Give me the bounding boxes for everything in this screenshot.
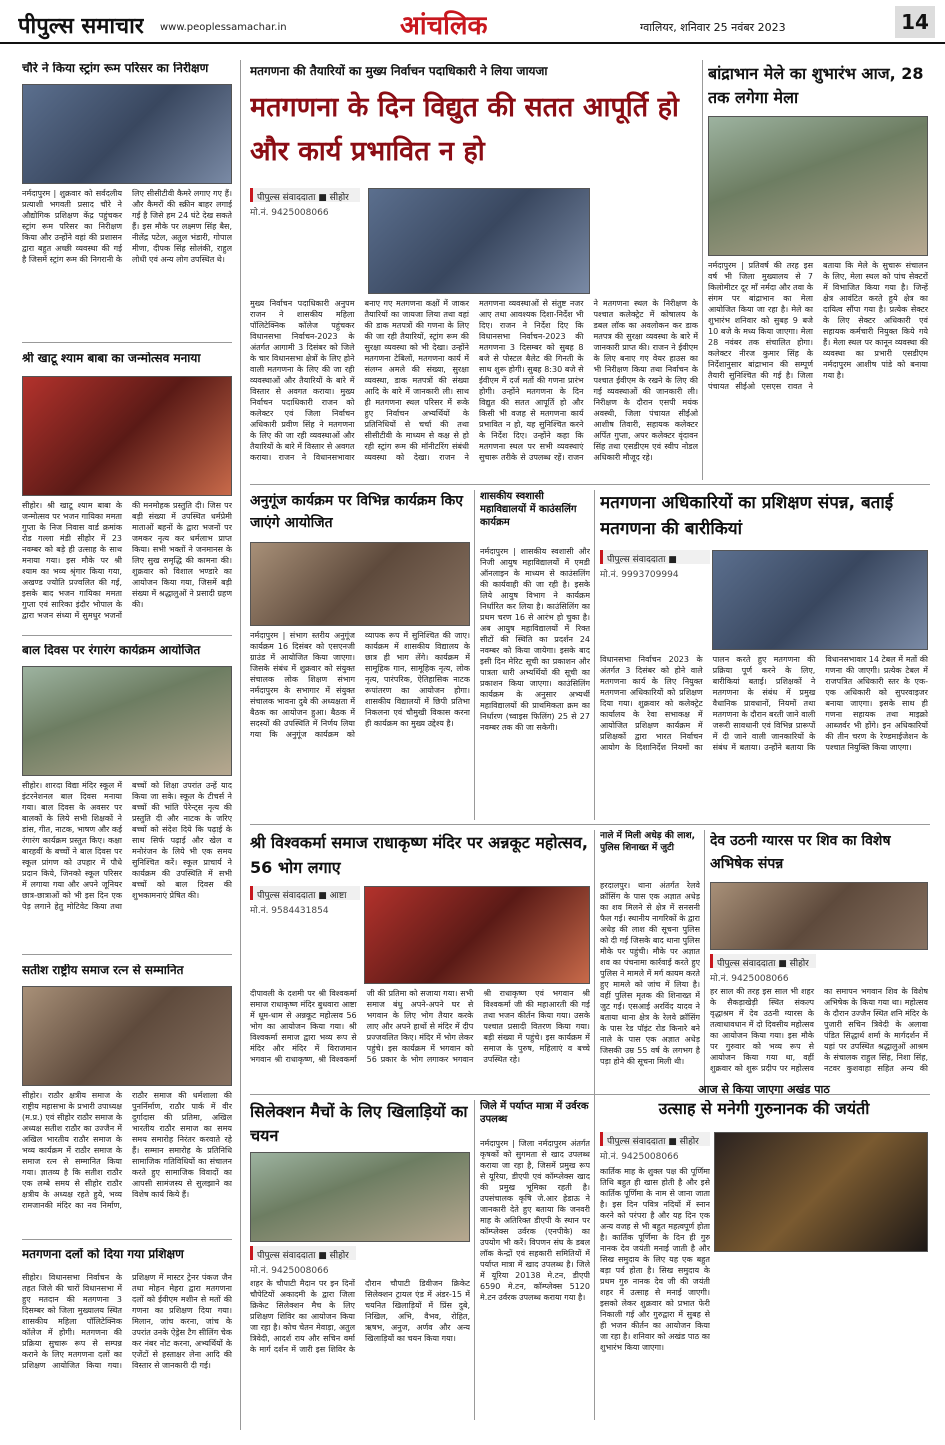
anugunj-photo [250,542,470,626]
devuthani-body: हर साल की तरह इस साल भी शहर के सैकड़ाखेड़ी स्थित संकल्प वृद्धाश्रम में देव उठनी ग्यारस के तत्वाधावधान में दो दिवसीय महोत्सव का आयोजन किया गया। इस मौके पर गुरुवार को भव्य रूप से आयोजन किया गया था, वहीं शुक्रवार को शुरू प्रदीप पर महोत्सव का समापन भगवान शिव के विशेष अभिषेक के किया गया था। महोत्सव के दौरान उज्जैन स्थित शनि मंदिर के पुजारी सचिन त्रिवेदी के अलावा पंडित सिद्धार्थ शर्मा के मार्गदर्शन में यहां पर उपस्थित श्रद्धालुओं आश्रम के संचालक राहुल सिंह, निशा सिंह, नटवर कुशवाहा सहित अन्य की [710,987,928,1073]
anugunj-body: नर्मदापुरम | संभाग स्तरीय अनुगूंज कार्यक्रम 16 दिसंबर को एसएनजी ग्राउंड में आयोजित किया जाएगा। जिसके संबंध में शुक्रवार को संयुक्त संचालक लोक शिक्षण संभाग नर्मदापुरम के सभागार में संयुक्त संचालक भावना दुबे की अध्यक्षता में बैठक का आयोजन हुआ। बैठक में सदस्यों की उपस्थिति में निर्णय लिया गया कि अनुगूंज कार्यक्रम को व्यापक रूप में सुनिश्चित की जाए। कार्यक्रम में शासकीय विद्यालय के छात्र ही भाग लेंगे। कार्यक्रम में सामूहिक गान, सामूहिक नृत्य, लोक नृत्य, पारंपरिक, ऐतिहासिक नाटक रूपांतरण का आयोजन होगा। शासकीय विद्यालयों में छिपी प्रतिभा निकलना एवं चौमुखी विकास करना ही कार्यक्रम का मुख्य उद्देश्य है। [250,631,470,739]
newspaper-brand: पीपुल्स समाचार [18,13,144,39]
gurunanak-headline: उत्साह से मनेगी गुरुनानक की जयंती [658,1100,870,1118]
power-mobile: मो.नं. 9425008066 [250,208,329,217]
devuthani-mobile: मो.नं. 9425008066 [710,974,789,983]
khatu-photo [22,376,232,496]
divider [250,484,930,485]
fertilizer-body: नर्मदापुरम | जिला नर्मदापुरम अंतर्गत कृषकों को सुगमता से खाद उपलब्ध कराया जा रहा है, जिसमें प्रमुख रूप से यूरिया, डीएपी एवं कॉम्प्लेक्स खाद की प्रमुख भूमिका रहती है। उपसंचालक कृषि जे.आर हेडाऊ ने जानकारी देते हुए बताया कि जनवरी माह के अतिरिक्त डीएपी के स्थान पर कॉम्प्लेक्स उर्वरक (एनपीके) का उपयोग भी करें। विपणन संघ के डबल लॉक केन्द्रों एवं सहकारी समितियों में पर्याप्त मात्रा में खाद उपलब्ध है। जिले में यूरिया 20138 मे.टन, डीएपी 6590 मे.टन, कॉम्प्लेक्स 5120 मे.टन उर्वरक उपलब्ध कराया गया है। [480,1139,590,1302]
vishwakarma-byline: पीपुल्स संवाददाता ■ आष्टा [250,886,360,900]
training-body: सीहोर। विधानसभा निर्वाचन के तहत जिले की चारों विधानसभा में हुए मतदान की मतगणना 3 दिसम्बर को जिला मुख्यालय स्थित शासकीय महिला पॉलिटेक्निक कॉलेज में होगी। मतगणना की प्रक्रिया सुचारू रूप से सम्पन्न कराने के लिए मतगणना दलों का प्रशिक्षण आयोजित किया गया। प्रशिक्षण में मास्टर ट्रेनर पंकज जैन तथा मोहन मेहरा द्वारा मतगणना दलों को ईवीएम मशीन से मतों की गणना का प्रशिक्षण दिया गया। मिलान, जांच करना, जांच के उपरांत उनके ऐड्रेस टैग सीलिंग चेक कर नंबर नोट करना, अभ्यर्थियों के एजेंटों से हस्ताक्षर लेना आदि की विस्तार से जानकारी दी गई। [22,1273,232,1370]
satish-headline [22,964,232,984]
gurunanak-story [600,1082,928,1422]
bandrabhan-photo [708,116,928,256]
counseling-story [480,490,590,820]
bandrabhan-headline: बांद्राभान मेले का शुभारंभ आज, 28 तक लगेगा मेला [708,64,924,107]
selection-byline: पीपुल्स संवाददाता ■ सीहोर [250,1246,356,1260]
divider [22,954,232,955]
officer-training-mobile: मो.नं. 9993709994 [600,570,679,579]
column-divider [704,830,705,1090]
strongroom-headline [22,62,232,82]
satish-photo [22,986,232,1086]
power-story [250,62,698,482]
left-column [22,62,232,1422]
masthead [0,0,945,44]
devuthani-story [710,830,928,1080]
devuthani-headline: देव उठनी ग्यारस पर शिव का विशेष अभिषेक संपन्न [710,833,891,872]
column-divider [594,1090,595,1420]
training-headline [22,1248,232,1268]
drain-story [600,830,700,1090]
vishwakarma-mobile: मो.नं. 9584431854 [250,906,329,915]
vishwakarma-story [250,830,590,1090]
khatu-body: सीहोर। श्री खाटू श्याम बाबा के जन्मोत्सव पर भजन गायिका ममता गुप्ता के निज निवास वार्ड क्रमांक रोड गल्ला मंडी सीहोर में 23 नवम्बर को बड़े ही उत्साह के साथ मनाया गया। इस मौके पर श्री श्याम का भव्य श्रृंगार किया गया, अखण्ड ज्योति प्रज्वलित की गई, इसके बाद भजन गायिका ममता गुप्ता एवं सारिका इंदौर भोपाल के द्वारा भजन संध्या में सुमधुर भजनों की मनमोहक प्रस्तुति दी। जिस पर बड़ी संख्या में उपस्थित धर्मप्रेमी माताओं बहनों के द्वारा भजनों पर जमकर नृत्य कर धर्मलाभ प्राप्त किया। सभी भक्तों ने जनमानस के लिए सुख समृद्धि की कामना की। शुक्रवार को विशाल भण्डारे का आयोजन किया गया, जिसमें बड़ी संख्या में श्रद्धालुओं ने प्रसादी ग्रहण की। [22,501,232,620]
column-divider [594,830,595,1090]
anugunj-headline: अनुगूंज कार्यक्रम पर विभिन्न कार्यक्रम किए जाएंगे आयोजित [250,493,464,531]
khatu-headline-text: श्री खाटू श्याम बाबा का जन्मोत्सव मनाया [22,352,201,365]
column-divider [594,490,595,820]
power-byline: पीपुल्स संवाददाता ■ सीहोर [250,188,360,202]
officer-training-body: विधानसभा निर्वाचन 2023 के अंतर्गत 3 दिसंबर को होने वाले मतगणना कार्य के लिए नियुक्त मतगणना अधिकारियों को प्रशिक्षण दिया गया। शुक्रवार को कलेक्ट्रेट कार्यालय के रेवा सभाकक्ष में आयोजित प्रशिक्षण कार्यक्रम में प्रशिक्षकों द्वारा भारत निर्वाचन आयोग के दिशानिर्देश नियमों का पालन करते हुए मतगणना की प्रक्रिया पूर्ण करने के लिए, बारीकियां बताई। प्रशिक्षकों ने मतगणना के संबंध में प्रमुख वैधानिक प्रावधानों, नियमों तथा मतगणना के दौरान बरती जाने वाली जरूरी सावधानी एवं विभिन्न प्रारूपों में दी जाने वाली जानकारियों के संबंध में बताया। उन्होंने बताया कि विधानसभावार 14 टेबल में मतों की गणना की जाएगी। प्रत्येक टेबल में राजपत्रित अधिकारी स्तर के एक-एक अधिकारी को सुपरवाइजर बनाया जाएगा। इसके साथ ही गणना सहायक तथा माइक्रो आब्जर्वर भी होंगे। इन अधिकारियों की तीन चरण के रेण्डमाईजेशन के पश्चात नियुक्ति किया जाएगा। [600,655,928,752]
strongroom-body: नर्मदापुरम | शुक्रवार को सर्वदलीय प्रत्याशी भगवती प्रसाद चौरे ने औद्योगिक प्रशिक्षण केंद्र पहुंचकर स्ट्रांग रूम परिसर का निरीक्षण किया और उन्होंने वहां की प्रशासन द्वारा बहुत अच्छी व्यवस्था की गई है जिसमें स्ट्रांग रूम की निगरानी के लिए सीसीटीवी कैमरे लगाए गए हैं। और कैमरों की स्क्रीन बाहर लगाई गई है जिसे हम 24 घंटे देख सकते हैं। इस मौके पर लक्ष्मण सिंह बैस, नीलेंद्र पटेल, अतुल भंडारी, गोपाल मीणा, दीपक सिंह सोलंकी, राहुल लोधी एवं अन्य लोग उपस्थित थे। [22,189,232,264]
column-divider [474,490,475,820]
power-kicker: मतगणना की तैयारियों का मुख्य निर्वाचन पदाधिकारी ने लिया जायजा [250,64,548,78]
vishwakarma-photo [364,886,590,984]
satish-body: सीहोर। राठौर क्षत्रीय समाज के राष्ट्रीय महासभा के प्रभारी उपाध्यक्ष (म.प्र.) एवं सीहोर राठौर समाज के अध्यक्ष सतीश राठौर का उज्जैन में अखिल भारतीय राठौर समाज के भव्य कार्यक्रम में राठौर समाज के समाज रत्न से सम्मानित किया गया। ज्ञातव्य है कि सतीश राठौर एक लम्बे समय से सीहोर राठौर क्षत्रीय के अध्यक्ष रहते हुये, भव्य रामजानकी मंदिर का नव निर्माण, राठौर समाज की धर्मशाला की पुनर्निर्माण, राठौर पार्क में वीर दुर्गादास की प्रतिमा, अखिल भारतीय राठौर समाज का समय समय समारोह निरंतर करवाते रहे हैं। सम्मान समारोह के प्रतिनिधि सामाजिक गतिविधियों का संचालन करते हुए सामाजिक विवादों का आपसी सामंजस्य से सुलझाने का विशेष कार्य किये हैं। [22,1091,232,1210]
khatu-headline [22,352,232,372]
site-url[interactable]: www.peoplessamachar.in [160,22,287,33]
gurunanak-body: कार्तिक माह के शुक्ल पक्ष की पूर्णिमा तिथि बहुत ही खास होती है और इसे कार्तिक पूर्णिमा के नाम से जाना जाता है। इस दिन पवित्र नदियों में स्नान करने को परंपरा है और यह दिन एक अन्य वजह से भी बहुत महत्वपूर्ण होता है। कार्तिक पूर्णिमा के दिन ही गुरु नानक देव जयंती मनाई जाती है और सिख समुदाय के लिए यह एक बहुत बड़ा पर्व होता है। सिख समुदाय के प्रथम गुरु नानक देव जी की जयंती शहर में उत्साह से मनाई जाएगी। इसको लेकर शुक्रवार को प्रभात फेरी निकाली गई और गुरुद्वारा में सुबह से ही भजन कीर्तन का आयोजन किया जा रहा है। शनिवार को अखंड पाठ का शुभारंभ किया जाएगा। [600,1167,710,1352]
baldiwas-body: सीहोर। शारदा विद्या मंदिर स्कूल में इंटरनेशनल बाल दिवस मनाया गया। बाल दिवस के अवसर पर बालकों के लिये सभी शिक्षकों ने डांस, गीत, नाटक, भाषण और कई रंगारंग कार्यक्रम प्रस्तुत किए। कक्षा बारहवीं के बच्चों ने बाल दिवस पर स्कूल प्रांगण को उपहार में पौधे प्रदान किये, जिनको स्कूल परिसर में लगाया गया और अपने जूनियर छात्र-छात्राओं को भी इस दिन एक पेड़ लगाने हेतु मोटिवेट किया तथा बच्चों को शिक्षा उपरांत उन्हें याद किया जा सके। स्कूल के टीचर्स ने बच्चों की भांति पेरेन्ट्स नृत्य की प्रस्तुति दी और नाटक के जरिए बच्चों को संदेश दिये कि पढ़ाई के साथ सिर्फ पढ़ाई और खेल व मनोरंजन के लिये भी एक समय सुनिश्चित करें। स्कूल प्राचार्य ने कार्यक्रम की उपस्थिति में सभी बच्चों को बाल दिवस की शुभकामनाएं प्रेषित की। [22,781,232,911]
counseling-body: नर्मदापुरम | शासकीय स्वशासी और निजी आयुष महाविद्यालयों में एमडी ऑनलाइन के माध्यम से काउंसलिंग की कार्यवाही की जा रही है। इसके लिये आयुष विभाग ने कार्यक्रम निर्धारित कर लिया है। काउंसिलिंग का प्रथम चरण 16 से आरंभ हो चुका है। अब आयुष महाविद्यालयों में रिक्त सीटों की स्थिति का प्रदर्शन 24 नवम्बर को किया जायेगा। इसके बाद इसी दिन मेरिट सूची का प्रकाशन और पात्रता धारी अभ्यर्थियों की सूची का प्रकाशन किया जाएगा। काउंसिलिंग कार्यक्रम के अनुसार अभ्यर्थी महाविद्यालयों की प्राथमिकता क्रम का निर्धारण (च्वाइस फिलिंग) 25 से 27 नवम्बर तक की जा सकेगी। [480,547,590,732]
page-number: 14 [895,6,935,38]
selection-story [250,1100,470,1420]
column-divider [474,1100,475,1420]
drain-body: हरदालपुर। थाना अंतर्गत रेलवे क्रॉसिंग के पास एक अज्ञात अधेड़ का शव मिलने से क्षेत्र में सनसनी फैल गई। स्थानीय नागरिकों के द्वारा अधेड़ की लाश की सूचना पुलिस को दी गई जिसके बाद थाना पुलिस मौके पर पहुंची। मौके पर अज्ञात शव का पंचनामा कार्रवाई करते हुए पुलिस ने मामले में मर्ग कायम करते हुए मामले को जांच में लिया है। वहीं पुलिस मृतक की शिनाख्त में जुट गई। एसआई अरविंद यादव ने बताया थाना क्षेत्र के रेलवे क्रॉसिंग के पास रेड पॉइंट रोड किनारे बने नाले के पास एक अज्ञात अधेड़ जिसकी उम्र 55 वर्ष के लगभग है पड़ा होने की सूचना मिली थी। [600,881,700,1066]
column-divider [702,60,703,480]
vishwakarma-body: दीपावली के दशमी पर श्री विश्वकर्मा समाज राधाकृष्ण मंदिर बुधवारा आष्टा में धूम-धाम से अन्नकूट महोत्सव 56 भोग का आयोजन किया गया। श्री विश्वकर्मा समाज द्वारा भव्य रूप से मंदिर और मंदिर में विराजमान भगवान श्री राधाकृष्ण, श्री विश्वकर्मा जी की प्रतिमा को सजाया गया। सभी समाज बंधु अपने-अपने घर से भगवान के लिए भोग तैयार करके लाए और अपने हाथों से मंदिर में दीप प्रज्जवलित किए। मंदिर में भोग लेकर पहुंचे। इस कार्यक्रम में भगवान को 56 प्रकार के भोग लगाकर भगवान श्री राधाकृष्ण एवं भगवान श्री विश्वकर्मा जी की महाआरती की गई तथा भजन कीर्तन किया गया। उसके पश्चात प्रसादी वितरण किया गया। बड़ी संख्या में पहुंचे। इस कार्यक्रम में समाज के पुरुष, महिलाएं व बच्चे उपस्थित रहे। [250,989,590,1064]
baldiwas-headline [22,644,232,664]
fertilizer-headline: जिले में पर्याप्त मात्रा में उर्वरक उपलब्ध [480,1101,589,1125]
divider [22,635,232,636]
column-divider [240,60,241,1430]
gurunanak-byline: पीपुल्स संवाददाता ■ सीहोर [600,1132,710,1146]
baldiwas-headline-text: बाल दिवस पर रंगारंग कार्यक्रम आयोजित [22,644,201,657]
bandrabhan-body: नर्मदापुरम | प्रतिवर्ष की तरह इस वर्ष भी जिला मुख्यालय से 7 किलोमीटर दूर माँ नर्मदा और तवा के संगम पर बांद्राभान का मेला आयोजित किया जा रहा है। मेले का शुभारंभ शनिवार को सुबह 9 बजे 10 बजे के मध्य किया जाएगा। मेला 28 नवंबर तक संचालित होगा। कलेक्टर नीरज कुमार सिंह के निर्देशानुसार बांद्राभान की सम्पूर्ण तैयारी सुनिश्चित की गई है। जिला पंचायत सीईओ एसएस रावत ने बताया कि मेले के सुचारू संचालन के लिए, मेला स्थल को पांच सेक्टरों में विभाजित किया गया है। जिन्हें क्षेत्र आवंटित करते हुये क्षेत्र का दायित्व सौंपा गया है। प्रत्येक सेक्टर के लिए सेक्टर अधिकारी एवं सहायक कर्मचारी नियुक्त किये गये हैं। मेला स्थल पर कानून व्यवस्था की व्यवस्था का प्रभारी एसडीएम नर्मदापुरम आशीष पांडे को बनाया गया है। [708,261,928,391]
baldiwas-photo [22,666,232,776]
bandrabhan-story [708,62,928,482]
selection-headline: सिलेक्शन मैचों के लिए खिलाड़ियों का चयन [250,1102,468,1145]
counseling-headline: शासकीय स्वशासी महाविद्यालयों में काउंसलिंग कार्यक्रम [480,491,577,528]
officer-training-story [600,490,928,820]
selection-body: शहर के चौपाटी मैदान पर इन दिनों चौपेटियों अकादमी के द्वारा जिला क्रिकेट सिलेक्शन मैच के लिए प्रशिक्षण शिविर का आयोजन किया जा रहा है। कोच चेतन मेवाड़ा, अतुल त्रिवेदी, आदर्श राय और सचिन वर्मा के मार्ग दर्शन में जारी इस शिविर के दौरान चौपाटी डिवीजन क्रिकेट सिलेक्शन ट्रायल एंड में अंडर-15 में चयनित खिलाड़ियों में प्रिंस दुबे, निखिल, अभि, वैभव, रोहित, ऋषभ, अनुज, अर्णव और अन्य खिलाड़ियों का चयन किया गया। [250,1279,470,1354]
power-body: मुख्य निर्वाचन पदाधिकारी अनुपम राजन ने शासकीय महिला पॉलिटेक्निक कॉलेज पहुंचकर विधानसभा निर्वाचन-2023 के अंतर्गत आगामी 3 दिसंबर को जिले के चार विधानसभा क्षेत्रों के लिए होने वाली मतगणना के लिए की जा रही व्यवस्थाओं और तैयारियों के बारे में विस्तार से अवगत कराया। मुख्य निर्वाचन पदाधिकारी राजन को कलेक्टर एवं जिला निर्वाचन अधिकारी प्रवीण सिंह ने मतगणना के लिए की जा रही व्यवस्थाओं और तैयारियों के बारे में विस्तार से अवगत कराया। राजन ने विधानसभावार बनाए गए मतगणना कक्षों में जाकर तैयारियों का जायजा लिया तथा वहां की डाक मतपत्रों की गणना के लिए की जा रही तैयारियों, स्ट्रांग रूम की सुरक्षा व्यवस्था को भी देखा। उन्होंने मतगणना टेबिलों, मतगणना कार्य में संलग्न अमले की संख्या, सुरक्षा व्यवस्था, डाक मतपत्रों की संख्या आदि के बारे में जानकारी ली। साथ ही मतगणना स्थल परिसर में रूके हुए निर्वाचन अभ्यर्थियों के प्रतिनिधियों से चर्चा की तथा सीसीटीवी के माध्यम से कक्ष से हो रही स्ट्रांग रूम की मॉनीटरिंग संबंधी व्यवस्था को देखा। राजन ने मतगणना व्यवस्थाओं से संतुष्ट नजर आए तथा आवश्यक दिशा-निर्देश भी दिए। राजन ने निर्देश दिए कि विधानसभा निर्वाचन-2023 की मतगणना 3 दिसम्बर को सुबह 8 बजे से पोस्टल बैलेट की गिनती के साथ शुरू होगी। सुबह 8:30 बजे से ईवीएम में दर्ज मतों की गणना प्रारंभ होगी। उन्होंने मतगणना के दिन विद्युत की सतत आपूर्ति हो और किसी भी वजह से मतगणना कार्य प्रभावित न हो, यह सुनिश्चित करने के निर्देश दिए। उन्होंने कहा कि मतगणना स्थल पर सभी व्यवस्थाएं सुचारू तरीके से उपलब्ध रहें। राजन ने मतगणना स्थल के निरीक्षण के पश्चात कलेक्ट्रेट में कोषालय के डबल लॉक का अवलोकन कर डाक मतपत्र की सुरक्षा व्यवस्था के बारे में जानकारी प्राप्त की। राजन ने ईवीएम के लिए बनाए गए वेयर हाउस का भी निरीक्षण किया तथा निर्वाचन के पश्चात ईवीएम के रखने के लिए की गई व्यवस्थाओं की जानकारी ली। निरीक्षण के दौरान एसपी मयंक अवस्थी, जिला पंचायत सीईओ आशीष तिवारी, सहायक कलेक्टर अर्पित गुप्ता, अपर कलेक्टर वृंदावन सिंह तथा एसडीएम एवं स्वीप नोडल अधिकारी मौजूद रहे। [250,299,698,462]
officer-training-headline: मतगणना अधिकारियों का प्रशिक्षण संपन्न, बताई मतगणना की बारीकियां [600,493,894,539]
strongroom-photo [22,84,232,184]
officer-training-byline: पीपुल्स संवाददाता ■ [600,550,710,564]
fertilizer-story [480,1100,590,1420]
drain-headline: नाले में मिली अधेड़ की लाश, पुलिस शिनाख्त में जुटी [600,831,696,853]
power-photo [368,188,590,294]
strongroom-headline-text: चौरे ने किया स्ट्रांग रूम परिसर का निरीक्षण [22,62,209,75]
divider [22,342,232,343]
date-line: ग्वालियर, शनिवार 25 नवंबर 2023 [640,21,786,34]
divider [22,1239,232,1240]
satish-headline-text: सतीश राष्ट्रीय समाज रत्न से सम्मानित [22,964,184,977]
officer-training-photo [712,550,928,650]
power-headline: मतगणना के दिन विद्युत की सतत आपूर्ति हो और कार्य प्रभावित न हो [250,92,679,167]
vishwakarma-headline: श्री विश्वकर्मा समाज राधाकृष्ण मंदिर पर अन्नकूट महोत्सव, 56 भोग लगाए [250,833,588,877]
gurunanak-mobile: मो.नं. 9425008066 [600,1152,679,1161]
selection-photo [250,1152,470,1242]
devuthani-byline: पीपुल्स संवाददाता ■ सीहोर [710,954,816,968]
section-title: आंचलिक [400,11,488,41]
devuthani-photo [710,882,928,950]
gurunanak-photo [714,1132,928,1252]
selection-mobile: मो.नं. 9425008066 [250,1266,329,1275]
anugunj-story [250,490,470,820]
gurunanak-kicker: आज से किया जाएगा अखंड पाठ [698,1083,830,1096]
divider [250,824,930,825]
training-headline-text: मतगणना दलों को दिया गया प्रशिक्षण [22,1248,184,1261]
